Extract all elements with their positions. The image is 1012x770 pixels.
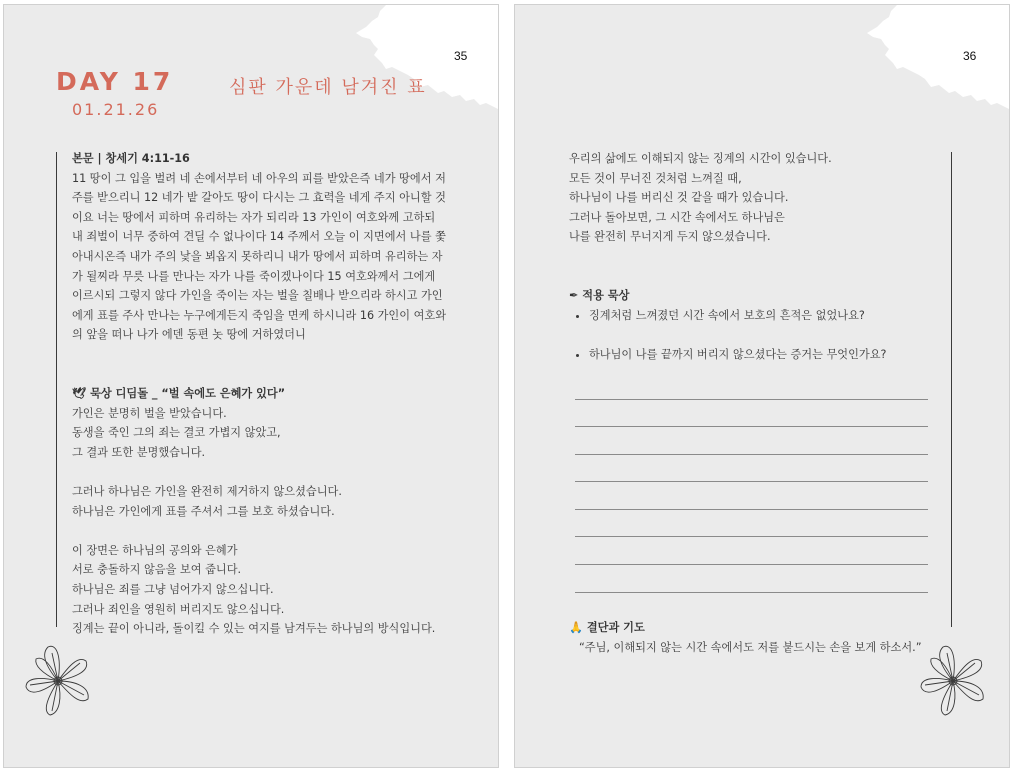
scripture-line: 11 땅이 그 입을 벌려 네 손에서부터 네 아우의 피를 받았은즉 네가 땅에서 저: [72, 171, 446, 185]
scripture-line: 아내시온즉 내가 주의 낯을 뵈옵지 못하리니 내가 땅에서 피하며 유리하는 자: [72, 249, 443, 263]
scripture-line: 가 될찌라 무릇 나를 만나는 자가 나를 죽이겠나이다 15 여호와께서 그에게: [72, 269, 436, 283]
question-item: • 하나님이 나를 끝까지 버리지 않으셨다는 증거는 무엇인가요?: [589, 345, 886, 365]
right-page: [514, 4, 1010, 768]
prayer-text: “주님, 이해되지 않는 시간 속에서도 저를 붙드시는 손을 보게 하소서.”: [579, 640, 922, 654]
meditation-block: [72, 384, 435, 639]
meditation-line: 이 장면은 하나님의 공의와 은혜가: [72, 543, 238, 557]
application-heading: [569, 286, 886, 306]
meditation-line: 하나님은 가인에게 표를 주셔서 그를 보호 하셨습니다.: [72, 504, 335, 518]
writing-line[interactable]: [575, 399, 928, 400]
question-item: • 징계처럼 느껴졌던 시간 속에서 보호의 흔적은 없었나요?: [589, 306, 886, 326]
left-page: [3, 4, 499, 768]
praying-hands-icon: 🙏: [569, 621, 583, 634]
day-date: 01.21.26: [72, 100, 160, 119]
meditation-line: 그 결과 또한 분명했습니다.: [72, 445, 206, 459]
meditation-title: 묵상 디딤돌 _ “벌 속에도 은혜가 있다”: [86, 387, 286, 400]
intro-line: 모든 것이 무너진 것처럼 느껴질 때,: [569, 171, 742, 185]
scripture-line: 이요 너는 땅에서 피하며 유리하는 자가 되리라 13 가인이 여호와께 고하되: [72, 210, 436, 224]
meditation-line: 하나님은 죄를 그냥 넘어가지 않으십니다.: [72, 582, 274, 596]
writing-line[interactable]: [575, 564, 928, 565]
writing-line[interactable]: [575, 481, 928, 482]
meditation-heading: [72, 384, 435, 404]
prayer-block: [569, 618, 922, 657]
application-title: 적용 묵상: [578, 289, 630, 302]
writing-line[interactable]: [575, 536, 928, 537]
meditation-line: 그러나 죄인을 영원히 버리지도 않으십니다.: [72, 602, 285, 616]
scripture-line: 의 앞을 떠나 나가 에덴 동편 놋 땅에 거하였더니: [72, 328, 306, 342]
page-number: 36: [963, 49, 977, 63]
torn-paper-corner: [859, 5, 1009, 115]
writing-line[interactable]: [575, 454, 928, 455]
intro-block: [569, 149, 832, 247]
meditation-line: 서로 충돌하지 않음을 보여 줍니다.: [72, 563, 242, 577]
scripture-line: 주를 받으리니 12 네가 밭 갈아도 땅이 다시는 그 효력을 네게 주지 아니할 것: [72, 191, 446, 205]
dove-icon: 🕊: [72, 387, 87, 400]
intro-line: 우리의 삶에도 이해되지 않는 징계의 시간이 있습니다.: [569, 152, 832, 165]
meditation-line: [72, 521, 435, 541]
meditation-line: 가인은 분명히 벌을 받았습니다.: [72, 406, 227, 420]
meditation-line: 징계는 끝이 아니라, 돌이킬 수 있는 여지를 남겨두는 하나님의 방식입니다.: [72, 622, 436, 636]
scripture-line: 이르시되 그렇지 않다 가인을 죽이는 자는 벌을 칠배나 받으리라 하시고 가인: [72, 289, 443, 303]
scripture-label: 본문 | 창세기 4:11-16: [72, 152, 190, 165]
meditation-line: [72, 462, 435, 482]
page-number: 35: [454, 49, 468, 63]
meditation-line: 그러나 하나님은 가인을 완전히 제거하지 않으셨습니다.: [72, 484, 342, 498]
application-block: [569, 286, 886, 364]
flower-illustration: [18, 641, 98, 721]
intro-line: 하나님이 나를 버리신 것 같을 때가 있습니다.: [569, 191, 789, 205]
writing-line[interactable]: [575, 426, 928, 427]
scripture-line: 에게 표를 주사 만나는 누구에게든지 죽임을 면케 하시니라 16 가인이 여호와: [72, 308, 447, 322]
left-margin-rule: [56, 152, 57, 627]
flower-illustration: [913, 641, 993, 721]
scripture-line: 내 죄벌이 너무 중하여 견딜 수 없나이다 14 주께서 오늘 이 지면에서 나를 쫓: [72, 230, 446, 244]
intro-line: 나를 완전히 무너지게 두지 않으셨습니다.: [569, 230, 771, 244]
intro-line: 그러나 돌아보면, 그 시간 속에서도 하나님은: [569, 210, 785, 224]
question-list: [569, 306, 886, 326]
meditation-line: 동생을 죽인 그의 죄는 결코 가볍지 않았고,: [72, 426, 281, 440]
pen-icon: ✒: [569, 289, 579, 302]
prayer-heading: [569, 618, 922, 638]
question-list: [569, 345, 886, 365]
right-margin-rule: [951, 152, 952, 627]
writing-line[interactable]: [575, 509, 928, 510]
day-heading: 심판 가운데 남겨진 표: [229, 77, 427, 98]
writing-line[interactable]: [575, 592, 928, 593]
scripture-block: [72, 149, 446, 345]
prayer-title: 결단과 기도: [582, 621, 645, 634]
day-title: DAY 17: [56, 67, 174, 96]
